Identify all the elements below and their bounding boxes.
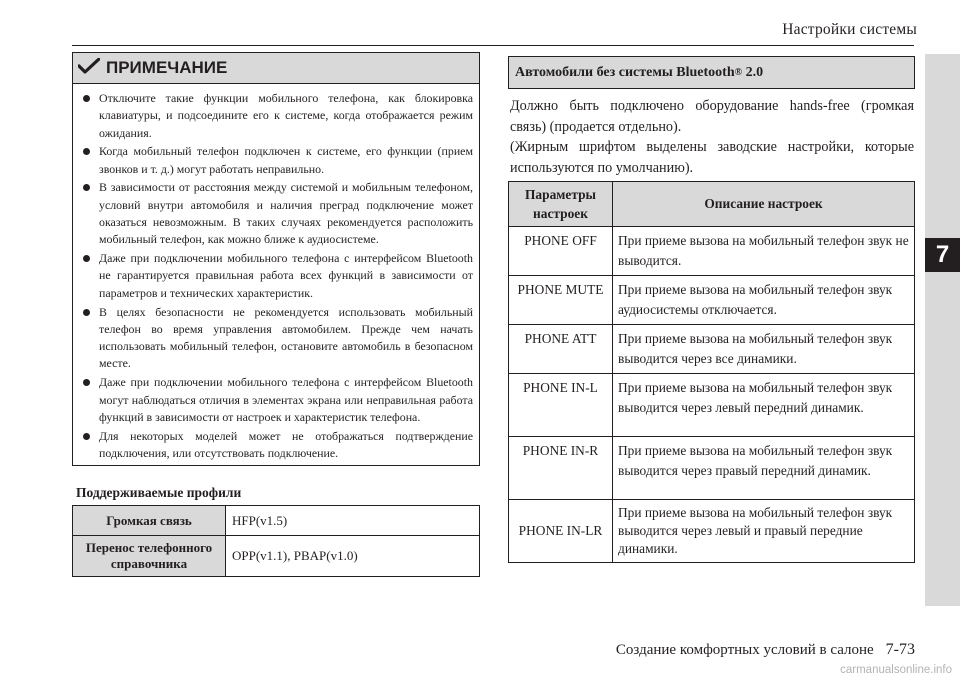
- chapter-number: 7: [925, 238, 960, 272]
- note-item: Даже при подключении мобильного телефона с интерфейсом Bluetooth не гарантируется правильная работа всех функций в зависимости от параметров и технических характеристик.: [81, 250, 473, 302]
- note-item: Отключите такие функции мобильного телефона, как блокировка клавиатуры, и подсоедините его к системе, когда отображается режим ожидания.: [81, 90, 473, 142]
- setting-desc: При приеме вызова на мобильный телефон звук выводится через правый передний динамик.: [613, 437, 915, 500]
- table-row: [509, 500, 915, 563]
- table-row: [509, 276, 915, 325]
- column-header-param: Параметры настроек: [509, 182, 613, 227]
- column-header-desc: Описание настроек: [613, 182, 915, 227]
- setting-desc: При приеме вызова на мобильный телефон звук аудиосистемы отключается.: [613, 276, 915, 325]
- profile-value: OPP(v1.1), PBAP(v1.0): [226, 536, 480, 577]
- setting-param: PHONE OFF: [509, 227, 613, 276]
- header-rule: [72, 45, 914, 46]
- note-item: Даже при подключении мобильного телефона с интерфейсом Bluetooth могут наблюдаться отличия в элементах экрана или неправильная работа функций в зависимости от настроек и характеристик телефона.: [81, 374, 473, 426]
- profile-key: Громкая связь: [73, 506, 226, 536]
- profile-value: HFP(v1.5): [226, 506, 480, 536]
- profile-key: Перенос телефонного справочника: [73, 536, 226, 577]
- page-footer: [616, 641, 915, 659]
- setting-param: PHONE ATT: [509, 325, 613, 374]
- table-row: [73, 536, 480, 577]
- registered-mark: ®: [734, 67, 743, 78]
- table-row: [509, 325, 915, 374]
- profiles-table: [72, 505, 480, 577]
- table-row: [509, 374, 915, 437]
- intro-paragraph: (Жирным шрифтом выделены заводские настройки, которые используются по умолчанию).: [510, 139, 914, 176]
- checkmark-icon: [78, 58, 100, 79]
- setting-param: PHONE IN-L: [509, 374, 613, 437]
- settings-table: [508, 181, 915, 563]
- page-number: 7-73: [885, 641, 915, 658]
- note-item: Для некоторых моделей может не отображаться подтверждение подключения, или отсутствовать подключение.: [81, 428, 473, 463]
- setting-desc: При приеме вызова на мобильный телефон звук не выводится.: [613, 227, 915, 276]
- chapter-side-tab: [925, 54, 960, 606]
- bluetooth-section-title: [508, 56, 915, 89]
- note-item: В целях безопасности не рекомендуется использовать мобильный телефон во время управления автомобилем. Прежде чем начать использовать мобильный телефон, остановите автомобиль в безопасном месте.: [81, 304, 473, 373]
- note-header: [73, 53, 479, 84]
- note-item: В зависимости от расстояния между системой и мобильным телефоном, условий внутри автомобиля и наличия преград подключение может оказаться невозможным. В таких случаях рекомендуется расположить мобильный телефон, как можно ближе к аудиосистеме.: [81, 179, 473, 248]
- note-item: Когда мобильный телефон подключен к системе, его функции (прием звонков и т. д.) могут работать неправильно.: [81, 143, 473, 178]
- note-box: [72, 52, 480, 466]
- note-title: ПРИМЕЧАНИЕ: [106, 58, 228, 77]
- page-header-title: Настройки системы: [782, 21, 917, 38]
- intro-text: [510, 96, 914, 178]
- bluetooth-title-text: Автомобили без системы Bluetooth: [515, 64, 735, 80]
- watermark: carmanualsonline.info: [840, 664, 952, 676]
- intro-paragraph: Должно быть подключено оборудование hands-free (громкая связь) (продается отдельно).: [510, 98, 914, 135]
- table-header-row: [509, 182, 915, 227]
- setting-desc: При приеме вызова на мобильный телефон звук выводится через все динамики.: [613, 325, 915, 374]
- setting-param: PHONE IN-LR: [509, 500, 613, 563]
- footer-section: Создание комфортных условий в салоне: [615, 642, 874, 658]
- setting-desc: При приеме вызова на мобильный телефон звук выводится через левый и правый передние динамики.: [613, 500, 915, 563]
- table-row: [509, 227, 915, 276]
- setting-desc: При приеме вызова на мобильный телефон звук выводится через левый передний динамик.: [613, 374, 915, 437]
- note-list: [73, 84, 479, 462]
- profiles-heading: Поддерживаемые профили: [76, 485, 242, 500]
- bluetooth-version: 2.0: [742, 64, 764, 80]
- setting-param: PHONE IN-R: [509, 437, 613, 500]
- setting-param: PHONE MUTE: [509, 276, 613, 325]
- table-row: [73, 506, 480, 536]
- table-row: [509, 437, 915, 500]
